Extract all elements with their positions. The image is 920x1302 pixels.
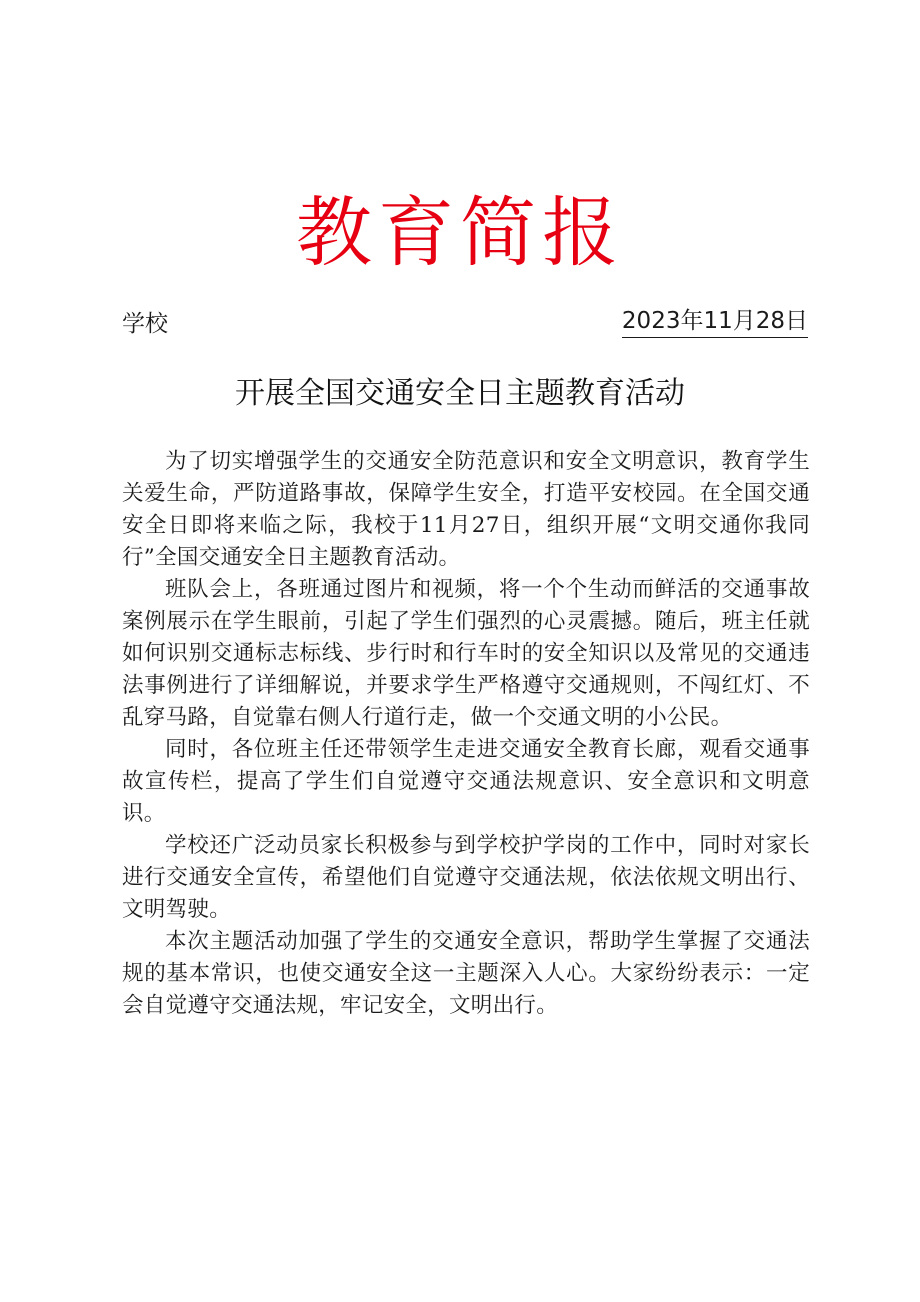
paragraph: 学校还广泛动员家长积极参与到学校护学岗的工作中，同时对家长进行交通安全宣传，希望他们自觉遵守交通法规，依法依规文明出行、文明驾驶。: [122, 833, 810, 922]
issue-date: 2023年11月28日: [622, 306, 808, 338]
meta-row: [122, 306, 808, 342]
paragraph: 为了切实增强学生的交通安全防范意识和安全文明意识，教育学生关爱生命，严防道路事故，保障学生安全，打造平安校园。在全国交通安全日即将来临之际，我校于11月27日，组织开展“文明交通你我同行”全国交通安全日主题教育活动。: [122, 449, 810, 570]
paragraph: 班队会上，各班通过图片和视频，将一个个生动而鲜活的交通事故案例展示在学生眼前，引起了学生们强烈的心灵震撼。随后，班主任就如何识别交通标志标线、步行时和行车时的安全知识以及常见的交通违法事例进行了详细解说，并要求学生严格遵守交通规则，不闯红灯、不乱穿马路，自觉靠右侧人行道行走，做一个交通文明的小公民。: [122, 577, 810, 730]
school-label: 学校: [122, 311, 168, 337]
article-headline: 开展全国交通安全日主题教育活动: [235, 376, 685, 411]
paragraph: 本次主题活动加强了学生的交通安全意识，帮助学生掌握了交通法规的基本常识，也使交通安全这一主题深入人心。大家纷纷表示：一定会自觉遵守交通法规，牢记安全，文明出行。: [122, 929, 810, 1018]
masthead-title: 教育简报: [296, 188, 624, 277]
paragraph: 同时，各位班主任还带领学生走进交通安全教育长廊，观看交通事故宣传栏，提高了学生们自觉遵守交通法规意识、安全意识和文明意识。: [122, 737, 810, 826]
article-body: [122, 446, 810, 1022]
